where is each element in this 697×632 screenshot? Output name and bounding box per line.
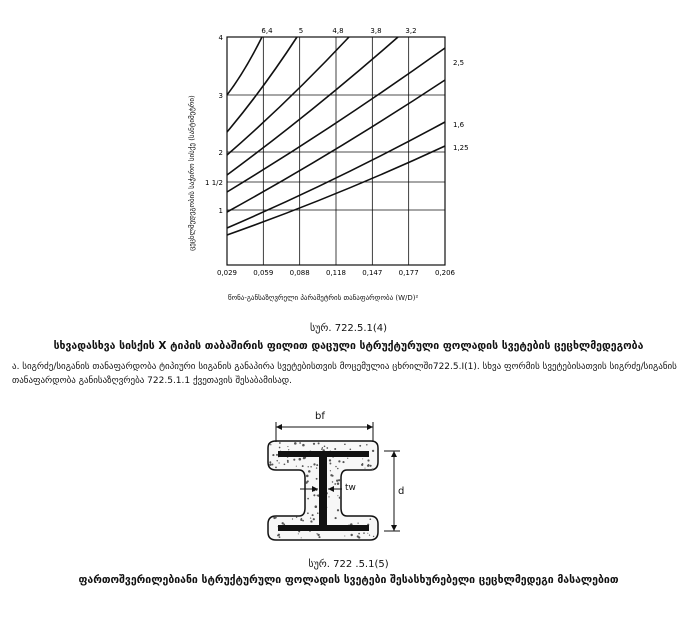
curve-line bbox=[227, 37, 297, 132]
y-tick-label: 1 1/2 bbox=[205, 179, 223, 187]
figure2-title: ფართოშვერილებიანი სტრუქტურული ფოლადის სვეტები შესასხურებელი ცეცხლმედეგი მასალებით bbox=[78, 574, 619, 586]
label-tw: tw bbox=[345, 483, 356, 493]
curve-label-right: 1,6 bbox=[453, 121, 465, 129]
figure1-title: სხვადასხვა სისქის X ტიპის თაბაშირის ფილით დაცული სტრუქტურული ფოლადის სვეტების ცეცხლმედეგობა bbox=[53, 340, 644, 352]
label-bf: bf bbox=[315, 411, 325, 422]
curve-label-top: 4,8 bbox=[332, 27, 344, 35]
label-d: d bbox=[398, 486, 405, 497]
x-tick-label: 0,088 bbox=[289, 269, 310, 277]
curve-label-top: 5 bbox=[298, 27, 304, 35]
web bbox=[319, 457, 327, 525]
curve-label-right: 1,25 bbox=[453, 144, 469, 152]
x-tick-label: 0,177 bbox=[398, 269, 419, 277]
column-section-figure bbox=[268, 422, 400, 540]
figure1-number: სურ. 722.5.1(4) bbox=[309, 323, 388, 334]
y-tick-label: 4 bbox=[218, 34, 223, 42]
x-tick-label: 0,118 bbox=[325, 269, 347, 277]
x-tick-label: 0,147 bbox=[362, 269, 383, 277]
x-tick-label: 0,059 bbox=[253, 269, 274, 277]
top-flange bbox=[278, 451, 369, 457]
y-tick-label: 3 bbox=[218, 92, 223, 100]
curve-line bbox=[227, 37, 349, 155]
curve-label-top: 3,8 bbox=[370, 27, 382, 35]
y-tick-label: 1 bbox=[218, 207, 223, 215]
curve-label-top: 6,4 bbox=[261, 27, 273, 35]
x-tick-label: 0,206 bbox=[434, 269, 456, 277]
footnote: ა. სიგრძე/სიგანის თანაფარდობა ტიპიური სიგანის განაპირა სვეტებისთვის მოცემულია ცხრილში722.5.I(1). სხვა ფორმის სვეტებისათვის სიგრძე/სიგანის თანაფარდობა განისაზღვრება 722.5.1.1 ქვეთავის შესაბამისად. bbox=[12, 362, 677, 386]
curve-label-top: 3,2 bbox=[405, 27, 417, 35]
curve-label-right: 2,5 bbox=[453, 59, 465, 67]
bottom-flange bbox=[278, 525, 369, 531]
x-axis-label: წონა-განსაზღვრელი პარამეტრის თანაფარდობა (W/D)² bbox=[228, 294, 419, 302]
y-tick-label: 2 bbox=[218, 149, 223, 157]
figure2-number: სურ. 722 .5.1(5) bbox=[308, 559, 389, 570]
curve-line bbox=[227, 37, 262, 95]
x-tick-label: 0,029 bbox=[216, 269, 238, 277]
